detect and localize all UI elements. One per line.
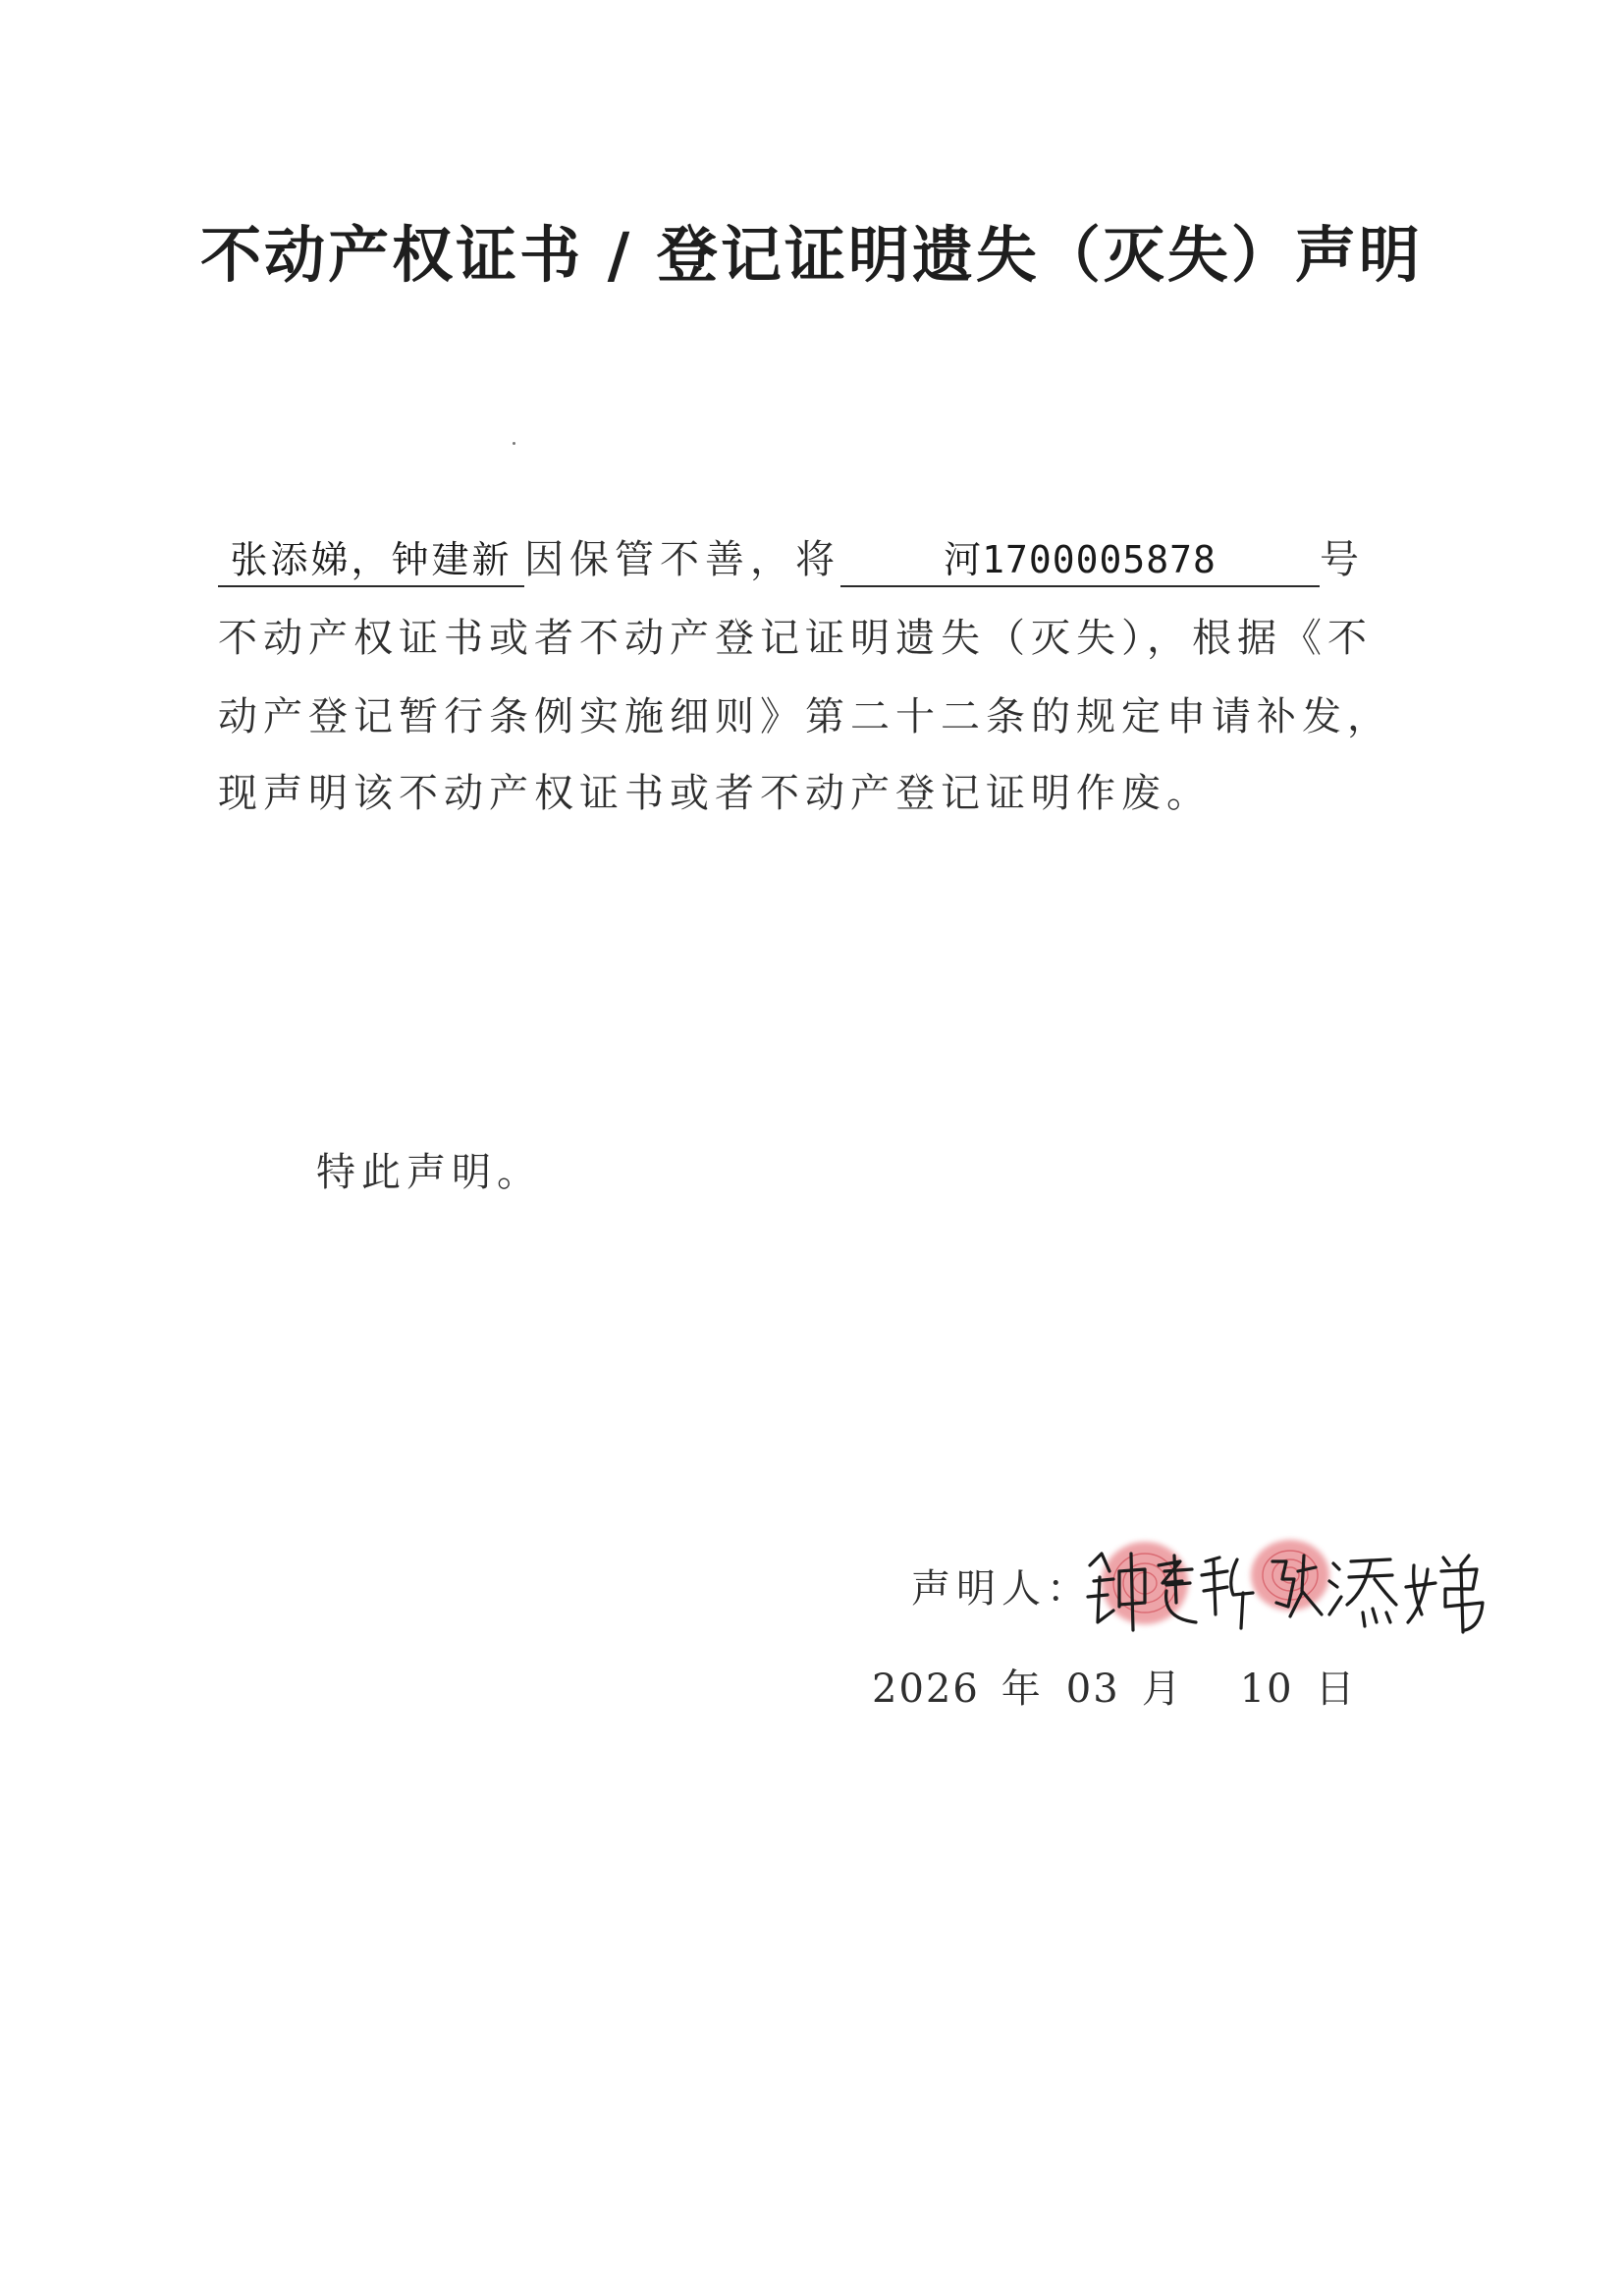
after-names-text: 因保管不善，将 bbox=[524, 537, 840, 582]
closing-remark: 特此声明。 bbox=[316, 1150, 542, 1195]
date-month: 03 bbox=[1065, 1667, 1120, 1712]
names-field: 张添娣，钟建新 bbox=[218, 534, 524, 587]
date-day: 10 bbox=[1239, 1667, 1294, 1712]
date-year: 2026 bbox=[872, 1667, 980, 1712]
certificate-number-field: 河1700005878 bbox=[840, 534, 1320, 587]
document-title: 不动产权证书 / 登记证明遗失（灭失）声明 bbox=[200, 219, 1423, 291]
statement-line-1 bbox=[218, 528, 1435, 587]
signature-block bbox=[911, 1532, 1520, 1650]
declarant-label: 声明人： bbox=[911, 1566, 1092, 1612]
scan-speck bbox=[513, 442, 515, 445]
date-line bbox=[872, 1658, 1380, 1714]
date-year-unit: 年 bbox=[1001, 1667, 1041, 1712]
number-suffix-text: 号 bbox=[1320, 537, 1365, 582]
statement-line-2: 不动产权证书或者不动产登记证明遗失（灭失），根据《不 bbox=[218, 616, 1373, 661]
date-month-unit: 月 bbox=[1141, 1667, 1181, 1712]
handwritten-signature-icon bbox=[1080, 1532, 1512, 1640]
statement-line-3: 动产登记暂行条例实施细则》第二十二条的规定申请补发， bbox=[218, 694, 1392, 739]
date-day-unit: 日 bbox=[1315, 1667, 1355, 1712]
statement-line-4: 现声明该不动产权证书或者不动产登记证明作废。 bbox=[218, 771, 1212, 816]
